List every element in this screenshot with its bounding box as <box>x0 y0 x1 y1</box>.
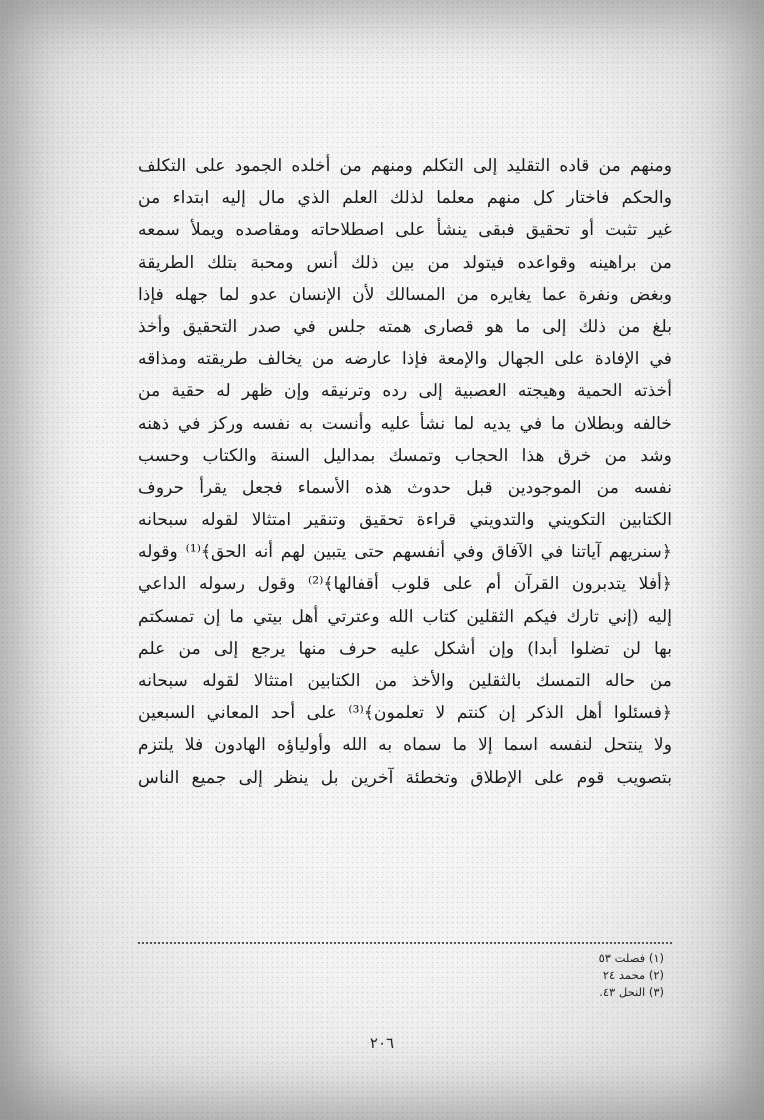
text-line: بها لن تضلوا أبدا) وإن أشكل عليه حرف منها يرجع إلى من علم <box>138 638 672 659</box>
text-line: وشد من خرق هذا الحجاب وتمسك بمداليل السنة والكتاب وحسب <box>138 445 672 466</box>
text-line: وبغض ونفرة عما يغايره من المسالك لأن الإنسان عدو لما جهله فإذا <box>138 284 672 305</box>
text-line: أخذته الحمية وهيجته العصبية إلى رده وترنيقه وإن ظهر له حقية من <box>138 381 672 402</box>
text-line: في الإفادة على الجهال والإمعة فإذا عارضه من يخالف طريقته ومذاقه <box>138 349 672 370</box>
text-line: إليه (إني تارك فيكم الثقلين كتاب الله وعترتي أهل بيتي ما إن تمسكتم <box>138 606 672 627</box>
text-line: ولا ينتحل لنفسه اسما إلا ما سماه به الله وأولياؤه الهادون فلا يلتزم <box>138 735 672 756</box>
text-line: ﴿أفلا يتدبرون القرآن أم على قلوب أقفالها﴾⁽²⁾ وقول رسوله الداعي <box>138 574 672 595</box>
text-line: من براهينه وقواعده فيتولد من بين ذلك أنس ومحبة بتلك الطريقة <box>138 252 672 273</box>
body-text <box>138 150 672 794</box>
footnotes <box>599 950 664 1001</box>
text-line: ﴿سنريهم آياتنا في الآفاق وفي أنفسهم حتى يتبين لهم أنه الحق﴾⁽¹⁾ وقوله <box>138 542 672 563</box>
text-line: نفسه من الموجودين قبل حدوث هذه الأسماء فجعل يقرأ حروف <box>138 477 672 498</box>
text-line: الكتابين التكويني والتدويني قراءة تحقيق وتنقير امتثالا لقوله سبحانه <box>138 510 672 531</box>
text-line: بتصويب قوم على الإطلاق وتخطئة آخرين بل ينظر إلى جميع الناس <box>138 767 672 788</box>
text-line: غير تثبت أو تحقيق فبقى ينشأ على اصطلاحاته ومقاصده ويملأ سمعه <box>138 220 672 241</box>
text-line: من حاله التمسك بالثقلين والأخذ من الكتابين امتثالا لقوله سبحانه <box>138 671 672 691</box>
text-line: ﴿فسئلوا أهل الذكر إن كنتم لا تعلمون﴾⁽³⁾ على أحد المعاني السبعين <box>138 703 672 724</box>
footnote: (٢) محمد ٢٤ <box>602 968 664 982</box>
text-line: ومنهم من قاده التقليد إلى التكلم ومنهم من أخلده الجمود على التكلف <box>138 156 672 176</box>
footnote-separator <box>138 942 672 944</box>
text-line: بلغ من ذلك إلى ما هو قصارى همته جلس في صدر التحقيق وأخذ <box>138 316 672 337</box>
page-number: ٢٠٦ <box>369 1034 395 1052</box>
footnote: (٣) النحل ٤٣. <box>599 985 664 999</box>
text-line: والحكم فاختار كل منهم معلما لذلك العلم الذي مال إليه ابتداء من <box>138 188 672 209</box>
text-line: خالفه وبطلان ما في يديه لما نشأ عليه وأنست به نفسه وركز في ذهنه <box>138 413 672 434</box>
footnote: (١) فصلت ٥٣ <box>598 951 664 965</box>
